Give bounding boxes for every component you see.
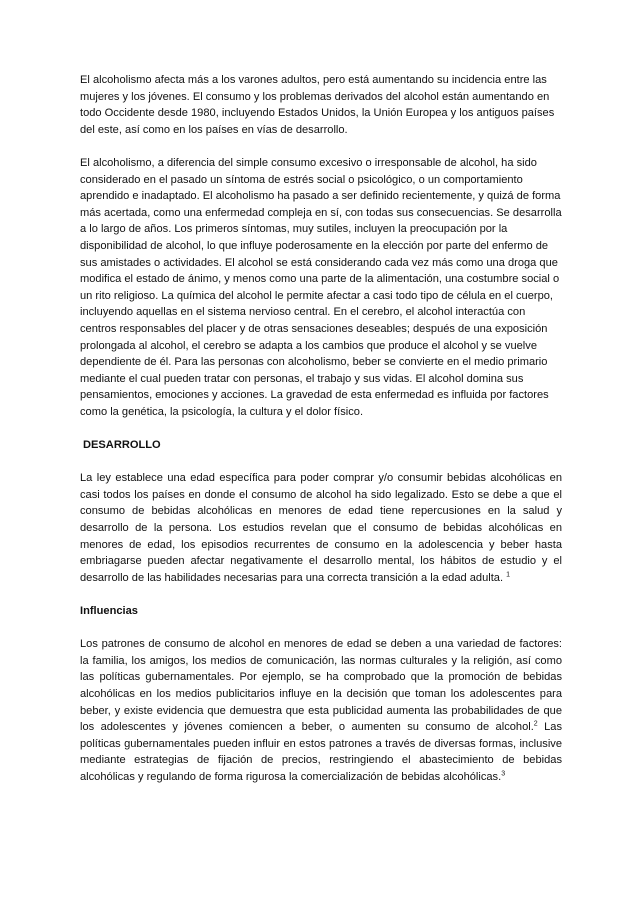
- intro-paragraph-2: El alcoholismo, a diferencia del simple consumo excesivo o irresponsable de alcohol, ha sido considerado en el pasado un síntoma de estrés social o psicológico, o un comportamiento aprendido e inadaptado. El alcoholismo ha pasado a ser definido recientemente, y quizá de forma más acertada, como una enfermedad compleja en sí, con todas sus consecuencias. Se desarrolla a lo largo de años. Los primeros síntomas, muy sutiles, incluyen la preocupación por la disponibilidad de alcohol, lo que influye poderosamente en la elección por parte del enfermo de sus amistades o actividades. El alcohol se está considerando cada vez más como una droga que modifica el estado de ánimo, y menos como una parte de la alimentación, una costumbre social o un rito religioso. La química del alcohol le permite afectar a casi todo tipo de célula en el cuerpo, incluyendo aquellas en el sistema nervioso central. En el cerebro, el alcohol interactúa con centros responsables del placer y de otras sensaciones deseables; después de una exposición prolongada al alcohol, el cerebro se adapta a los cambios que produce el alcohol y se vuelve dependiente de él. Para las personas con alcoholismo, beber se convierte en el medio primario mediante el cual pueden tratar con personas, el trabajo y sus vidas. El alcohol domina sus pensamientos, emociones y acciones. La gravedad de esta enfermedad es influida por factores como la genética, la psicología, la cultura y el dolor físico.: [80, 156, 562, 418]
- influencias-paragraph: [80, 636, 562, 785]
- desarrollo-paragraph: [80, 470, 562, 586]
- influencias-text-part2: Las políticas gubernamentales pueden influir en estos patrones a través de diversas formas, inclusive mediante estrategias de fijación de precios, restringiendo el abastecimiento de bebidas alcohólicas y regulando de forma rigurosa la comercialización de bebidas alcohólicas.: [80, 721, 563, 783]
- influencias-text-part1: Los patrones de consumo de alcohol en menores de edad se deben a una variedad de factores: la familia, los amigos, los medios de comunicación, las normas culturales y la religión, así como las políticas gubernamentales. Por ejemplo, se ha comprobado que la promoción de bebidas alcohólicas en los medios publicitarios influye en la decisión que toman los adolescentes para beber, y existe evidencia que demuestra que esta publicidad aumenta las probabilidades de que los adolescentes y jóvenes comiencen a beber, o aumenten su consumo de alcohol.: [80, 638, 562, 734]
- footnote-ref-2: 2: [533, 720, 538, 728]
- section-heading-influencias: Influencias: [80, 605, 138, 617]
- intro-paragraph-1: El alcoholismo afecta más a los varones adultos, pero está aumentando su incidencia entre las mujeres y los jóvenes. El consumo y los problemas derivados del alcohol están aumentando en todo Occidente desde 1980, incluyendo Estados Unidos, la Unión Europea y los antiguos países del este, así como en los países en vías de desarrollo.: [80, 74, 555, 136]
- footnote-ref-1: 1: [506, 571, 511, 579]
- section-heading-desarrollo: DESARROLLO: [83, 439, 161, 452]
- document-page: [80, 72, 562, 802]
- desarrollo-text: La ley establece una edad específica para poder comprar y/o consumir bebidas alcohólicas en casi todos los países en donde el consumo de alcohol ha sido legalizado. Esto se debe a que el consumo de bebidas alcohólicas en menores de edad tiene repercusiones en la salud y desarrollo de la persona. Los estudios revelan que el consumo de bebidas alcohólicas en menores de edad, los episodios recurrentes de consumo en la adolescencia y beber hasta embriagarse pueden afectar negativamente el desarrollo mental, los hábitos de estudio y el desarrollo de las habilidades necesarias para una correcta transición a la edad adulta.: [80, 472, 562, 584]
- footnote-ref-3: 3: [501, 770, 506, 778]
